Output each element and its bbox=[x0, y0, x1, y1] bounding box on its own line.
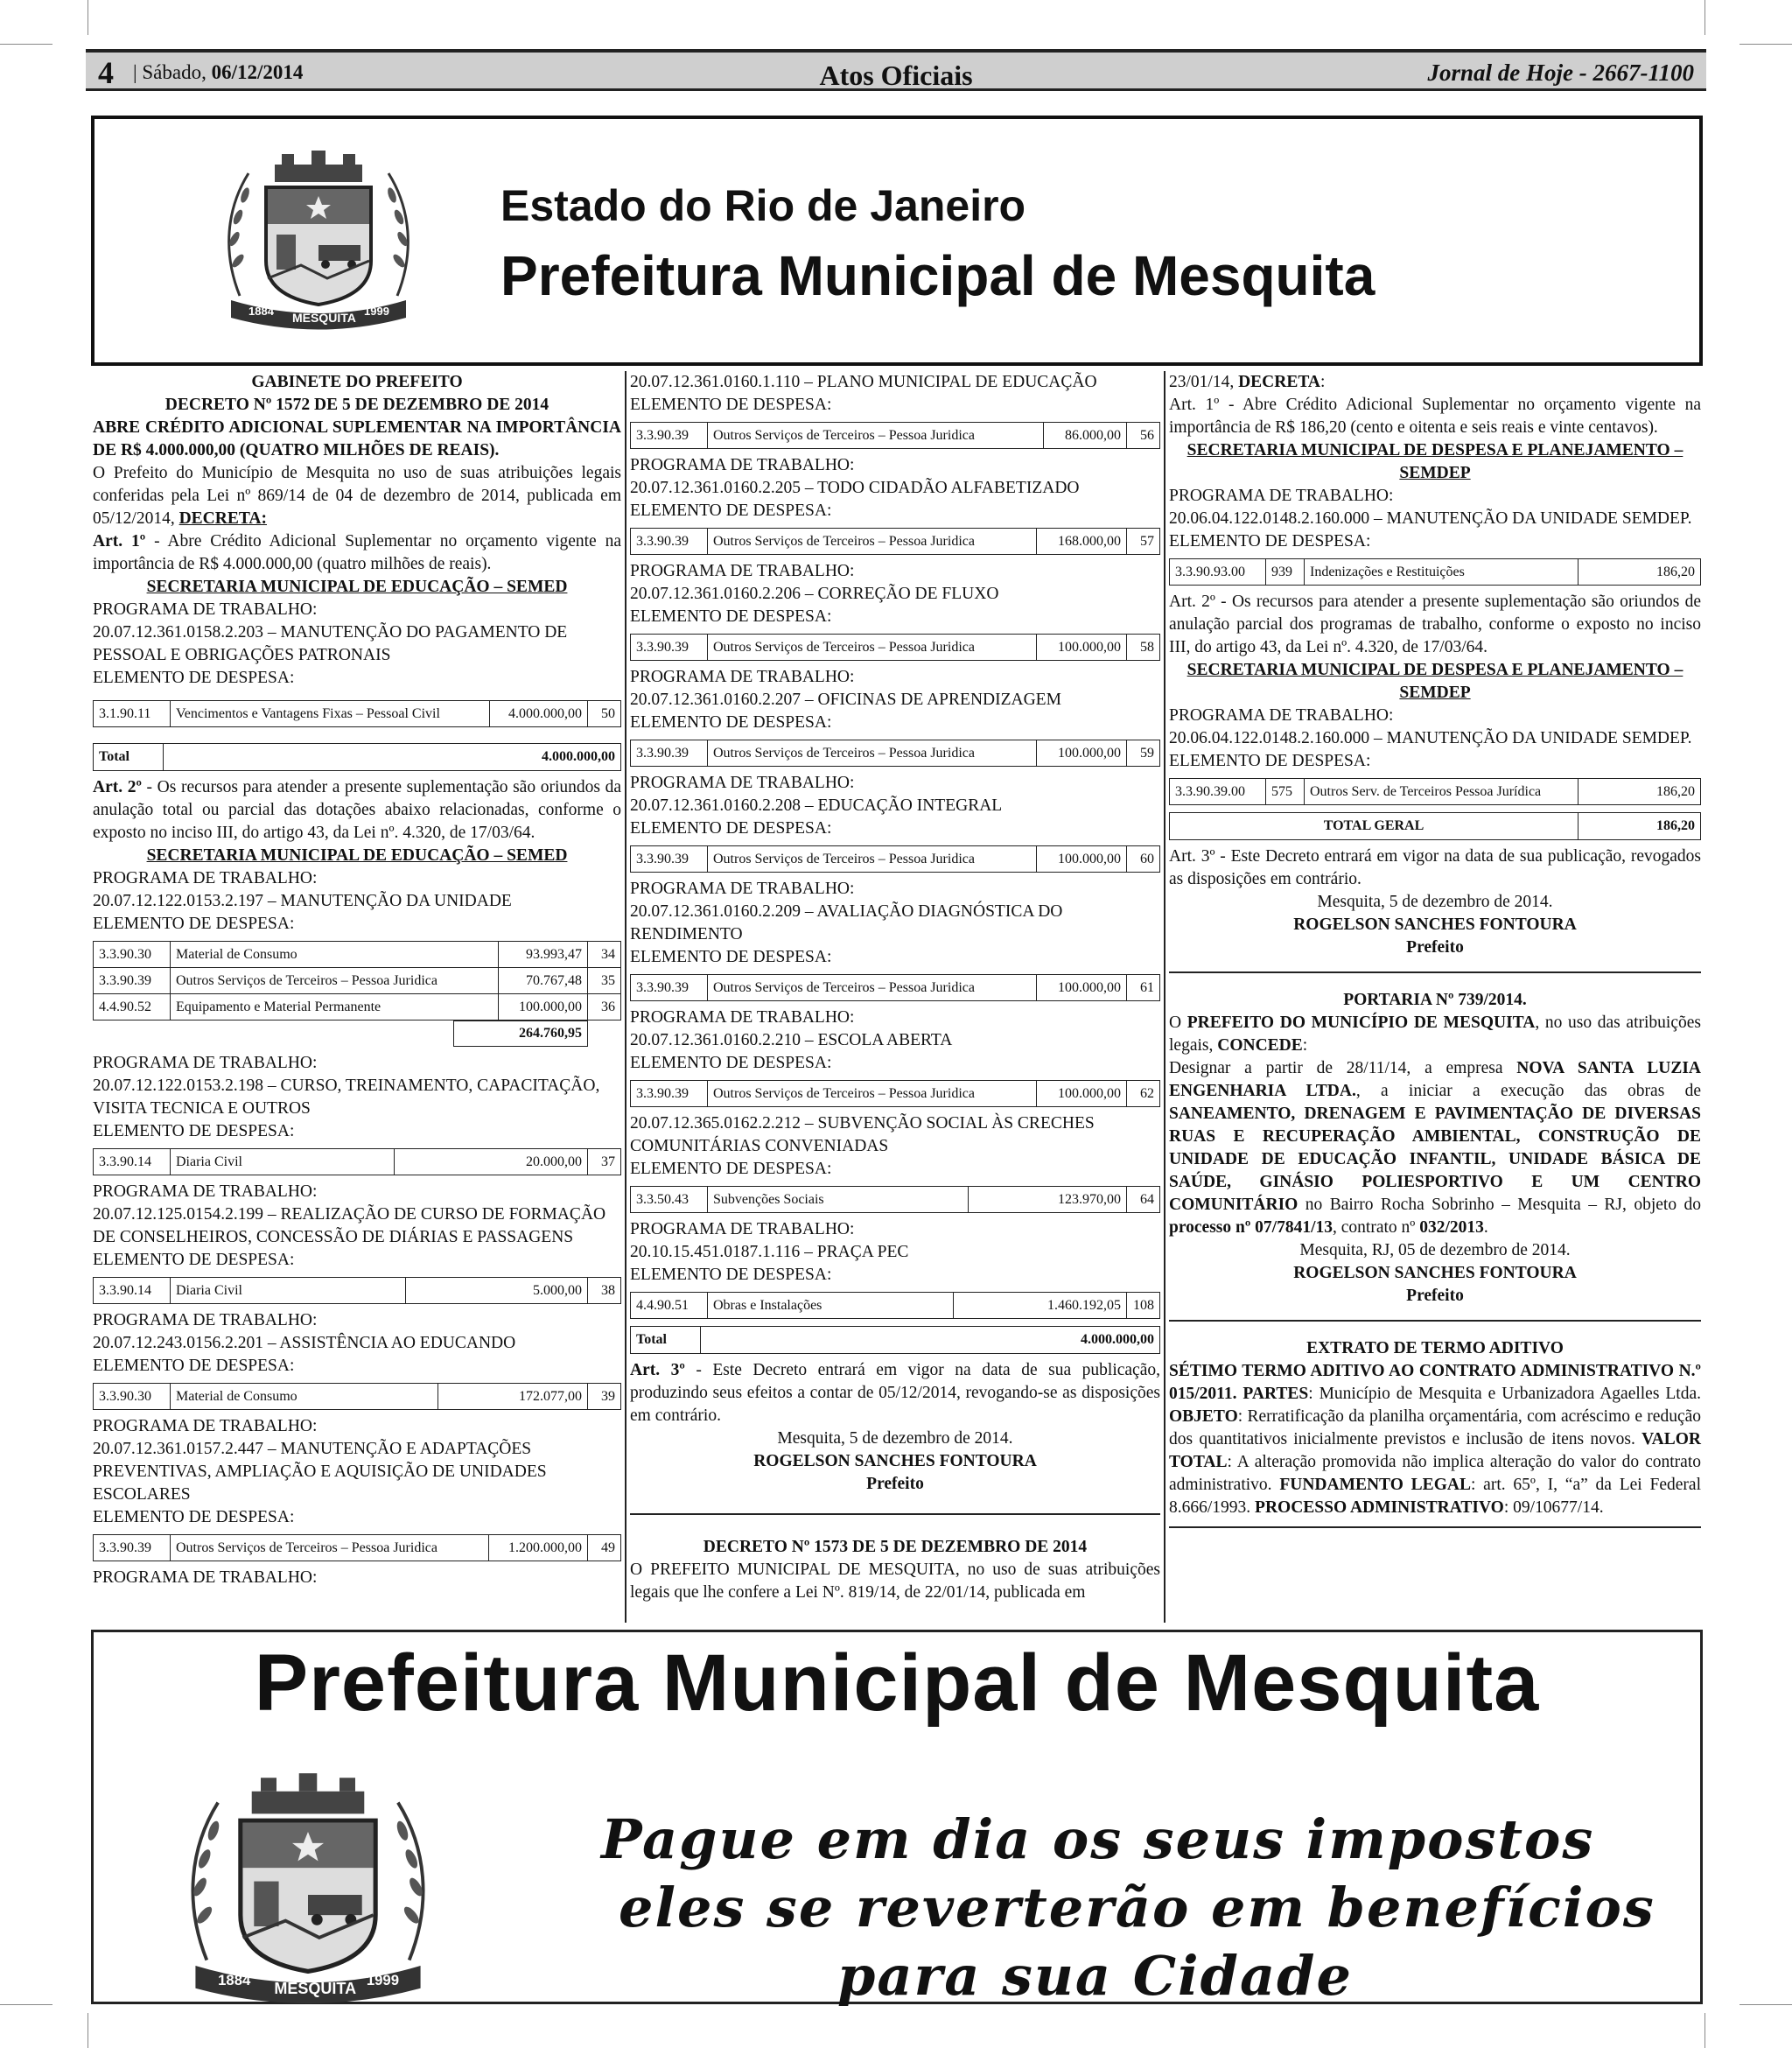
budget-table bbox=[630, 974, 1160, 1001]
program-text: 20.07.12.122.0153.2.198 – CURSO, TREINAMENTO, CAPACITAÇÃO, VISITA TECNICA E OUTROS bbox=[93, 1077, 600, 1118]
budget-table bbox=[630, 740, 1160, 767]
element-label: ELEMENTO DE DESPESA: bbox=[93, 1508, 295, 1526]
row-order: 35 bbox=[588, 968, 621, 994]
table-row bbox=[94, 942, 621, 968]
article-1: Art. 1º - Abre Crédito Adicional Suplementar no orçamento vigente na importância de R$ 186,20 (cento e oitenta e seis reais e vinte centavos). bbox=[1169, 396, 1701, 437]
date-value: 06/12/2014 bbox=[211, 61, 304, 83]
total-value: 4.000.000,00 bbox=[701, 1327, 1160, 1354]
row-value: 100.000,00 bbox=[498, 994, 587, 1020]
divider bbox=[630, 1513, 1160, 1515]
row-code: 3.1.90.11 bbox=[94, 701, 171, 727]
office-heading: GABINETE DO PREFEITO bbox=[251, 373, 463, 391]
element-label: ELEMENTO DE DESPESA: bbox=[630, 607, 832, 626]
art3-text: - Este Decreto entrará em vigor na data de sua publicação, produzindo seus efeitos a contar de 05/12/2014, revogando-se as disposições em contrário. bbox=[630, 1361, 1160, 1425]
row-order: 62 bbox=[1127, 1081, 1160, 1107]
element-label: ELEMENTO DE DESPESA: bbox=[93, 915, 295, 933]
total-label: Total bbox=[94, 744, 164, 771]
table-row bbox=[631, 846, 1160, 873]
table-row bbox=[94, 1278, 621, 1304]
secretariat-heading: SECRETARIA MUNICIPAL DE EDUCAÇÃO – SEMED bbox=[146, 578, 568, 596]
secretariat-heading: SECRETARIA MUNICIPAL DE DESPESA E PLANEJAMENTO – SEMDEP bbox=[1186, 661, 1684, 702]
row-value: 168.000,00 bbox=[1037, 529, 1127, 555]
row-desc: Vencimentos e Vantagens Fixas – Pessoal Civil bbox=[171, 701, 490, 727]
crest-year-right: 1999 bbox=[366, 1971, 400, 1988]
row-order: 34 bbox=[588, 942, 621, 968]
row-order: 58 bbox=[1127, 635, 1160, 661]
element-label: ELEMENTO DE DESPESA: bbox=[93, 1122, 295, 1140]
decreta-label: DECRETA: bbox=[178, 509, 267, 528]
table-row bbox=[94, 1535, 621, 1561]
portaria-title: PORTARIA Nº 739/2014. bbox=[1343, 991, 1527, 1009]
program-text: 20.07.12.361.0160.2.209 – AVALIAÇÃO DIAGNÓSTICA DO RENDIMENTO bbox=[630, 902, 1063, 943]
crest-year-right: 1999 bbox=[364, 305, 389, 318]
program-label: PROGRAMA DE TRABALHO: bbox=[1169, 487, 1394, 505]
divider bbox=[1169, 971, 1701, 973]
row-desc: Material de Consumo bbox=[171, 1384, 438, 1410]
row-desc: Outros Serviços de Terceiros – Pessoa Juridica bbox=[708, 1081, 1037, 1107]
program-text: 20.07.12.361.0160.2.207 – OFICINAS DE APRENDIZAGEM bbox=[630, 691, 1061, 709]
program-text: 20.10.15.451.0187.1.116 – PRAÇA PEC bbox=[630, 1243, 909, 1261]
continuation-text: 23/01/14, bbox=[1169, 373, 1239, 391]
program-text: 20.06.04.122.0148.2.160.000 – MANUTENÇÃO DA UNIDADE SEMDEP. bbox=[1169, 729, 1692, 747]
row-value: 100.000,00 bbox=[1037, 635, 1127, 661]
row-value: 20.000,00 bbox=[394, 1149, 587, 1175]
text-run: : art. 65º, I, “a” da Lei Federal 8.666/1993. bbox=[1169, 1476, 1701, 1517]
table-row bbox=[1170, 559, 1701, 586]
budget-table bbox=[93, 941, 621, 1020]
text-run: : Rerratificação da planilha orçamentária, com acréscimo e redução dos quantitativos inicialmente previstos e inclusão de itens novos. bbox=[1169, 1407, 1701, 1448]
decree-title: DECRETO Nº 1572 DE 5 DE DEZEMBRO DE 2014 bbox=[164, 396, 550, 414]
text-run: : bbox=[1302, 1036, 1308, 1055]
row-order: 49 bbox=[588, 1535, 621, 1561]
table-row bbox=[631, 635, 1160, 661]
element-label: ELEMENTO DE DESPESA: bbox=[630, 501, 832, 520]
masthead bbox=[91, 116, 1703, 366]
program-text: 20.06.04.122.0148.2.160.000 – MANUTENÇÃO DA UNIDADE SEMDEP. bbox=[1169, 509, 1692, 528]
decree-subject: ABRE CRÉDITO ADICIONAL SUPLEMENTAR NA IMPORTÂNCIA DE R$ 4.000.000,00 (QUATRO MILHÕES DE REAIS). bbox=[93, 418, 621, 459]
decree-preamble bbox=[93, 462, 621, 530]
row-code: 3.3.90.14 bbox=[94, 1278, 171, 1304]
row-order: 37 bbox=[588, 1149, 621, 1175]
element-label: ELEMENTO DE DESPESA: bbox=[630, 1054, 832, 1072]
program-text: 20.07.12.361.0160.2.208 – EDUCAÇÃO INTEGRAL bbox=[630, 796, 1003, 815]
text-run: processo nº 07/7841/13 bbox=[1169, 1218, 1334, 1237]
text-run: . bbox=[1483, 1218, 1488, 1237]
footer-advert bbox=[91, 1630, 1703, 2008]
table-row bbox=[1170, 813, 1701, 840]
crest-year-left: 1884 bbox=[248, 305, 274, 318]
total-table bbox=[630, 1326, 1160, 1354]
row-value: 172.077,00 bbox=[438, 1384, 587, 1410]
element-label: ELEMENTO DE DESPESA: bbox=[1169, 752, 1371, 770]
element-label: ELEMENTO DE DESPESA: bbox=[630, 948, 832, 966]
row-desc: Outros Serviços de Terceiros – Pessoa Juridica bbox=[708, 529, 1037, 555]
row-order: 57 bbox=[1127, 529, 1160, 555]
crop-mark bbox=[0, 44, 52, 45]
element-label: ELEMENTO DE DESPESA: bbox=[630, 1266, 832, 1284]
table-row bbox=[94, 1149, 621, 1175]
program-text: 20.07.12.361.0160.2.210 – ESCOLA ABERTA bbox=[630, 1031, 953, 1049]
place-date: Mesquita, 5 de dezembro de 2014. bbox=[1317, 893, 1553, 911]
page-header-bar bbox=[86, 49, 1706, 91]
secretariat-heading: SECRETARIA MUNICIPAL DE EDUCAÇÃO – SEMED bbox=[146, 846, 568, 865]
art2-label: Art. 2º bbox=[93, 778, 142, 796]
budget-table bbox=[93, 1534, 621, 1561]
table-row bbox=[631, 1187, 1160, 1213]
budget-table bbox=[1169, 558, 1701, 586]
row-value: 100.000,00 bbox=[1037, 1081, 1127, 1107]
text-run: , a iniciar a execução das obras de bbox=[1355, 1082, 1701, 1100]
row-value: 186,20 bbox=[1578, 559, 1701, 586]
journal-name: Jornal de Hoje - 2667-1100 bbox=[1427, 60, 1694, 86]
secretariat-heading: SECRETARIA MUNICIPAL DE DESPESA E PLANEJAMENTO – SEMDEP bbox=[1186, 441, 1684, 482]
art2-text: - Os recursos para atender a presente suplementação são oriundos da anulação total ou parcial das dotações abaixo relacionadas, conforme o exposto no inciso III, do artigo 43, da Lei nº. 4.320, de 17/03/64. bbox=[93, 778, 621, 842]
page-number: 4 bbox=[98, 55, 114, 90]
divider bbox=[1169, 1320, 1701, 1322]
article-3 bbox=[630, 1359, 1160, 1427]
crop-mark bbox=[1740, 2004, 1792, 2005]
table-row bbox=[631, 1081, 1160, 1107]
row-value: 100.000,00 bbox=[1037, 975, 1127, 1001]
program-label: PROGRAMA DE TRABALHO: bbox=[630, 456, 855, 474]
table-row bbox=[94, 968, 621, 994]
place-date: Mesquita, 5 de dezembro de 2014. bbox=[777, 1429, 1013, 1448]
row-value: 1.200.000,00 bbox=[488, 1535, 587, 1561]
element-label: ELEMENTO DE DESPESA: bbox=[630, 396, 832, 414]
row-desc: Subvenções Sociais bbox=[708, 1187, 969, 1213]
decree2-continuation bbox=[1169, 371, 1701, 394]
budget-table bbox=[93, 1383, 621, 1410]
place-date: Mesquita, RJ, 05 de dezembro de 2014. bbox=[1299, 1241, 1571, 1259]
art1-label: Art. 1º bbox=[93, 532, 146, 551]
art3-label: Art. 3º bbox=[630, 1361, 685, 1379]
article-1 bbox=[93, 530, 621, 576]
signer-role: Prefeito bbox=[1406, 1287, 1464, 1305]
row-order: 38 bbox=[588, 1278, 621, 1304]
row-desc: Outros Serviços de Terceiros – Pessoa Juridica bbox=[708, 975, 1037, 1001]
budget-table bbox=[630, 845, 1160, 873]
text-run: FUNDAMENTO LEGAL bbox=[1279, 1476, 1471, 1494]
signer-role: Prefeito bbox=[866, 1475, 924, 1493]
budget-table bbox=[630, 422, 1160, 449]
total-label: Total bbox=[631, 1327, 701, 1354]
row-code: 3.3.90.93.00 bbox=[1170, 559, 1266, 586]
program-text: 20.07.12.122.0153.2.197 – MANUTENÇÃO DA UNIDADE bbox=[93, 892, 512, 910]
element-label: ELEMENTO DE DESPESA: bbox=[630, 713, 832, 732]
row-order: 50 bbox=[588, 701, 621, 727]
text-run: SANEAMENTO, DRENAGEM E PAVIMENTAÇÃO DE DIVERSAS RUAS E RECUPERAÇÃO AMBIENTAL, CONSTRUÇÃO DE UNIDADE DE EDUCAÇÃO INFANTIL, UNIDADE BÁSICA DE SAÚDE, GINÁSIO POLIESPORTIVO E UM CENTRO COMUNITÁRIO bbox=[1169, 1105, 1701, 1214]
column-1 bbox=[93, 371, 621, 1589]
date-prefix: | Sábado, bbox=[133, 61, 206, 83]
row-desc: Outros Serviços de Terceiros – Pessoa Juridica bbox=[708, 635, 1037, 661]
row-desc: Outros Serviços de Terceiros – Pessoa Juridica bbox=[708, 740, 1037, 767]
row-desc: Material de Consumo bbox=[171, 942, 499, 968]
crest-name: MESQUITA bbox=[292, 311, 356, 325]
text-run: : A alteração promovida não implica alteração do valor do contrato administrativo. bbox=[1169, 1453, 1701, 1494]
element-label: ELEMENTO DE DESPESA: bbox=[93, 1357, 295, 1375]
row-code: 3.3.90.39 bbox=[631, 423, 708, 449]
budget-table bbox=[630, 634, 1160, 661]
mesquita-crest-icon bbox=[164, 1769, 452, 2005]
row-desc: Outros Serviços de Terceiros – Pessoa Juridica bbox=[708, 423, 1044, 449]
extrato-title: EXTRATO DE TERMO ADITIVO bbox=[1306, 1339, 1564, 1357]
column-divider bbox=[625, 371, 626, 1623]
program-text: 20.07.12.365.0162.2.212 – SUBVENÇÃO SOCIAL ÀS CRECHES COMUNITÁRIAS CONVENIADAS bbox=[630, 1114, 1095, 1155]
row-desc: Outros Serviços de Terceiros – Pessoa Juridica bbox=[708, 846, 1037, 873]
program-label: PROGRAMA DE TRABALHO: bbox=[630, 668, 855, 686]
decree2-text: O PREFEITO MUNICIPAL DE MESQUITA, no uso de suas atribuições legais que lhe confere a Lei Nº. 819/14, de 22/01/14, publicada em bbox=[630, 1561, 1160, 1602]
article-2 bbox=[93, 776, 621, 845]
text-run: , contrato nº bbox=[1333, 1218, 1420, 1237]
budget-table bbox=[630, 1186, 1160, 1213]
mesquita-crest-icon bbox=[214, 147, 424, 331]
budget-table bbox=[93, 700, 621, 727]
table-row bbox=[94, 744, 621, 771]
row-value: 70.767,48 bbox=[498, 968, 587, 994]
program-label: PROGRAMA DE TRABALHO: bbox=[93, 1568, 318, 1587]
row-value: 1.460.192,05 bbox=[953, 1293, 1126, 1319]
program-label: PROGRAMA DE TRABALHO: bbox=[630, 1008, 855, 1027]
row-order: 36 bbox=[588, 994, 621, 1020]
row-desc: Diaria Civil bbox=[171, 1149, 395, 1175]
table-row bbox=[94, 994, 621, 1020]
total-value: 4.000.000,00 bbox=[164, 744, 621, 771]
text-run: no Bairro Rocha Sobrinho – Mesquita – RJ, objeto do bbox=[1298, 1196, 1701, 1214]
row-code: 3.3.90.39 bbox=[631, 846, 708, 873]
row-code: 3.3.90.39 bbox=[631, 740, 708, 767]
row-order: 575 bbox=[1266, 779, 1305, 805]
signer-name: ROGELSON SANCHES FONTOURA bbox=[1293, 915, 1577, 934]
row-value: 93.993,47 bbox=[498, 942, 587, 968]
table-row bbox=[94, 701, 621, 727]
budget-table bbox=[630, 1292, 1160, 1319]
table-row bbox=[631, 529, 1160, 555]
row-desc: Outros Serviços de Terceiros – Pessoa Juridica bbox=[171, 968, 499, 994]
column-divider bbox=[1164, 371, 1166, 1623]
row-order: 939 bbox=[1266, 559, 1305, 586]
program-label: PROGRAMA DE TRABALHO: bbox=[1169, 706, 1394, 725]
program-label: PROGRAMA DE TRABALHO: bbox=[630, 1220, 855, 1238]
row-desc: Outros Serviços de Terceiros – Pessoa Juridica bbox=[171, 1535, 489, 1561]
row-order: 108 bbox=[1127, 1293, 1160, 1319]
program-label: PROGRAMA DE TRABALHO: bbox=[93, 600, 318, 619]
budget-table bbox=[93, 1277, 621, 1304]
section-title: Atos Oficiais bbox=[819, 60, 973, 91]
program-label: PROGRAMA DE TRABALHO: bbox=[93, 1311, 318, 1329]
text-run: : 09/10677/14. bbox=[1503, 1498, 1604, 1517]
row-order: 39 bbox=[588, 1384, 621, 1410]
text-run: OBJETO bbox=[1169, 1407, 1238, 1426]
total-value: 186,20 bbox=[1578, 813, 1701, 840]
row-code: 3.3.90.39 bbox=[94, 968, 171, 994]
row-code: 3.3.90.30 bbox=[94, 1384, 171, 1410]
article-3: Art. 3º - Este Decreto entrará em vigor na data de sua publicação, revogados as disposições em contrário. bbox=[1169, 847, 1701, 888]
row-order: 56 bbox=[1127, 423, 1160, 449]
table-row bbox=[631, 1327, 1160, 1354]
row-order: 60 bbox=[1127, 846, 1160, 873]
continuation-colon: : bbox=[1320, 373, 1326, 391]
program-label: PROGRAMA DE TRABALHO: bbox=[93, 869, 318, 887]
art1-text: - Abre Crédito Adicional Suplementar no orçamento vigente na importância de R$ 4.000.000,00 (quatro milhões de reais). bbox=[93, 532, 621, 573]
row-value: 4.000.000,00 bbox=[489, 701, 587, 727]
text-run: 032/2013 bbox=[1419, 1218, 1484, 1237]
program-label: PROGRAMA DE TRABALHO: bbox=[630, 774, 855, 792]
total-label: TOTAL GERAL bbox=[1170, 813, 1578, 840]
portaria-body bbox=[1169, 1057, 1701, 1239]
text-run: Designar a partir de 28/11/14, a empresa bbox=[1169, 1059, 1517, 1077]
row-desc: Obras e Instalações bbox=[708, 1293, 954, 1319]
element-label: ELEMENTO DE DESPESA: bbox=[630, 819, 832, 838]
program-text: 20.07.12.125.0154.2.199 – REALIZAÇÃO DE CURSO DE FORMAÇÃO DE CONSELHEIROS, CONCESSÃO DE DIÁRIAS E PASSAGENS bbox=[93, 1205, 606, 1246]
row-order: 64 bbox=[1127, 1187, 1160, 1213]
crest-year-left: 1884 bbox=[218, 1971, 251, 1988]
row-value: 86.000,00 bbox=[1044, 423, 1127, 449]
row-code: 3.3.90.39 bbox=[631, 635, 708, 661]
article-2: Art. 2º - Os recursos para atender a presente suplementação são oriundos de anulação parcial dos programas de trabalho, conforme o exposto no inciso III, do artigo 43, da Lei nº. 4.320, de 17/03/64. bbox=[1169, 593, 1701, 656]
program-text: 20.07.12.361.0157.2.447 – MANUTENÇÃO E ADAPTAÇÕES PREVENTIVAS, AMPLIAÇÃO E AQUISIÇÃO DE UNIDADES ESCOLARES bbox=[93, 1440, 547, 1504]
preamble-text: O Prefeito do Município de Mesquita no uso de suas atribuições legais conferidas pela Lei nº 869/14 de 04 de dezembro de 2014, publicada em 05/12/2014, bbox=[93, 464, 621, 528]
row-order: 61 bbox=[1127, 975, 1160, 1001]
crest-name: MESQUITA bbox=[274, 1980, 357, 1998]
row-value: 186,20 bbox=[1578, 779, 1701, 805]
element-label: ELEMENTO DE DESPESA: bbox=[630, 1160, 832, 1178]
divider bbox=[1169, 1526, 1701, 1528]
slogan-line-2: eles se reverterão em benefícios bbox=[619, 1876, 1656, 1939]
row-desc: Indenizações e Restituições bbox=[1305, 559, 1578, 586]
row-desc: Equipamento e Material Permanente bbox=[171, 994, 499, 1020]
signer-role: Prefeito bbox=[1406, 938, 1464, 957]
program-text: 20.07.12.361.0160.2.205 – TODO CIDADÃO ALFABETIZADO bbox=[630, 479, 1080, 497]
table-row bbox=[631, 423, 1160, 449]
table-row bbox=[1170, 779, 1701, 805]
state-title: Estado do Rio de Janeiro bbox=[500, 181, 1026, 230]
subtotal-value: 264.760,95 bbox=[453, 1020, 588, 1047]
element-label: ELEMENTO DE DESPESA: bbox=[93, 669, 295, 687]
table-row bbox=[631, 975, 1160, 1001]
subtotal bbox=[93, 1020, 621, 1047]
text-run: O bbox=[1169, 1013, 1187, 1032]
text-run: CONCEDE bbox=[1217, 1036, 1303, 1055]
row-code: 3.3.90.39 bbox=[631, 529, 708, 555]
text-run: PROCESSO ADMINISTRATIVO bbox=[1255, 1498, 1504, 1517]
row-code: 3.3.90.30 bbox=[94, 942, 171, 968]
signer-name: ROGELSON SANCHES FONTOURA bbox=[753, 1452, 1037, 1470]
crop-mark bbox=[1704, 0, 1705, 35]
row-code: 3.3.90.39 bbox=[94, 1535, 171, 1561]
table-row bbox=[631, 1293, 1160, 1319]
row-desc: Diaria Civil bbox=[171, 1278, 406, 1304]
row-code: 3.3.90.39 bbox=[631, 1081, 708, 1107]
total-table bbox=[1169, 812, 1701, 840]
program-text: 20.07.12.361.0158.2.203 – MANUTENÇÃO DO PAGAMENTO DE PESSOAL E OBRIGAÇÕES PATRONAIS bbox=[93, 623, 568, 664]
total-table bbox=[93, 743, 621, 771]
budget-table bbox=[93, 1148, 621, 1175]
text-run: , no uso das atribuições legais, bbox=[1169, 1013, 1701, 1055]
budget-table bbox=[1169, 778, 1701, 805]
decree2-title: DECRETO Nº 1573 DE 5 DE DEZEMBRO DE 2014 bbox=[703, 1538, 1088, 1556]
program-text: 20.07.12.361.0160.2.206 – CORREÇÃO DE FLUXO bbox=[630, 585, 999, 603]
row-code: 3.3.50.43 bbox=[631, 1187, 708, 1213]
program-text: 20.07.12.361.0160.1.110 – PLANO MUNICIPAL DE EDUCAÇÃO bbox=[630, 373, 1097, 391]
element-label: ELEMENTO DE DESPESA: bbox=[1169, 532, 1371, 551]
city-title: Prefeitura Municipal de Mesquita bbox=[500, 244, 1376, 307]
program-label: PROGRAMA DE TRABALHO: bbox=[93, 1054, 318, 1072]
row-value: 100.000,00 bbox=[1037, 740, 1127, 767]
text-run: VALOR TOTAL bbox=[1169, 1430, 1701, 1471]
column-3 bbox=[1169, 371, 1701, 1528]
program-label: PROGRAMA DE TRABALHO: bbox=[93, 1417, 318, 1435]
text-run: SÉTIMO TERMO ADITIVO AO CONTRATO ADMINISTRATIVO N.º 015/2011. PARTES bbox=[1169, 1362, 1701, 1403]
budget-table bbox=[630, 1080, 1160, 1107]
footer-title: Prefeitura Municipal de Mesquita bbox=[254, 1638, 1540, 1728]
crop-mark bbox=[1704, 2013, 1705, 2048]
row-code: 4.4.90.51 bbox=[631, 1293, 708, 1319]
text-run: PREFEITO DO MUNICÍPIO DE MESQUITA bbox=[1186, 1013, 1536, 1032]
slogan-line-3: para sua Cidade bbox=[837, 1944, 1353, 2008]
row-value: 5.000,00 bbox=[405, 1278, 587, 1304]
program-label: PROGRAMA DE TRABALHO: bbox=[93, 1182, 318, 1201]
row-desc: Outros Serv. de Terceiros Pessoa Jurídica bbox=[1305, 779, 1578, 805]
row-value: 123.970,00 bbox=[968, 1187, 1126, 1213]
row-value: 100.000,00 bbox=[1037, 846, 1127, 873]
slogan-line-1: Pague em dia os seus impostos bbox=[601, 1807, 1595, 1871]
crop-mark bbox=[1740, 44, 1792, 45]
portaria-intro bbox=[1169, 1012, 1701, 1057]
signer-name: ROGELSON SANCHES FONTOURA bbox=[1293, 1264, 1577, 1282]
extrato-body bbox=[1169, 1360, 1701, 1519]
program-label: PROGRAMA DE TRABALHO: bbox=[630, 880, 855, 898]
row-order: 59 bbox=[1127, 740, 1160, 767]
table-row bbox=[631, 740, 1160, 767]
table-row bbox=[94, 1384, 621, 1410]
row-code: 4.4.90.52 bbox=[94, 994, 171, 1020]
column-2 bbox=[630, 371, 1160, 1604]
crop-mark bbox=[0, 2004, 52, 2005]
text-run: NOVA SANTA LUZIA ENGENHARIA LTDA. bbox=[1169, 1059, 1701, 1100]
text-run: : Município de Mesquita e Urbanizadora Agaelles Ltda. bbox=[1308, 1385, 1701, 1403]
row-code: 3.3.90.39 bbox=[631, 975, 708, 1001]
program-text: 20.07.12.243.0156.2.201 – ASSISTÊNCIA AO EDUCANDO bbox=[93, 1334, 516, 1352]
budget-table bbox=[630, 528, 1160, 555]
row-code: 3.3.90.14 bbox=[94, 1149, 171, 1175]
row-code: 3.3.90.39.00 bbox=[1170, 779, 1266, 805]
decreta-label: DECRETA bbox=[1238, 373, 1320, 391]
program-label: PROGRAMA DE TRABALHO: bbox=[630, 562, 855, 580]
element-label: ELEMENTO DE DESPESA: bbox=[93, 1251, 295, 1269]
